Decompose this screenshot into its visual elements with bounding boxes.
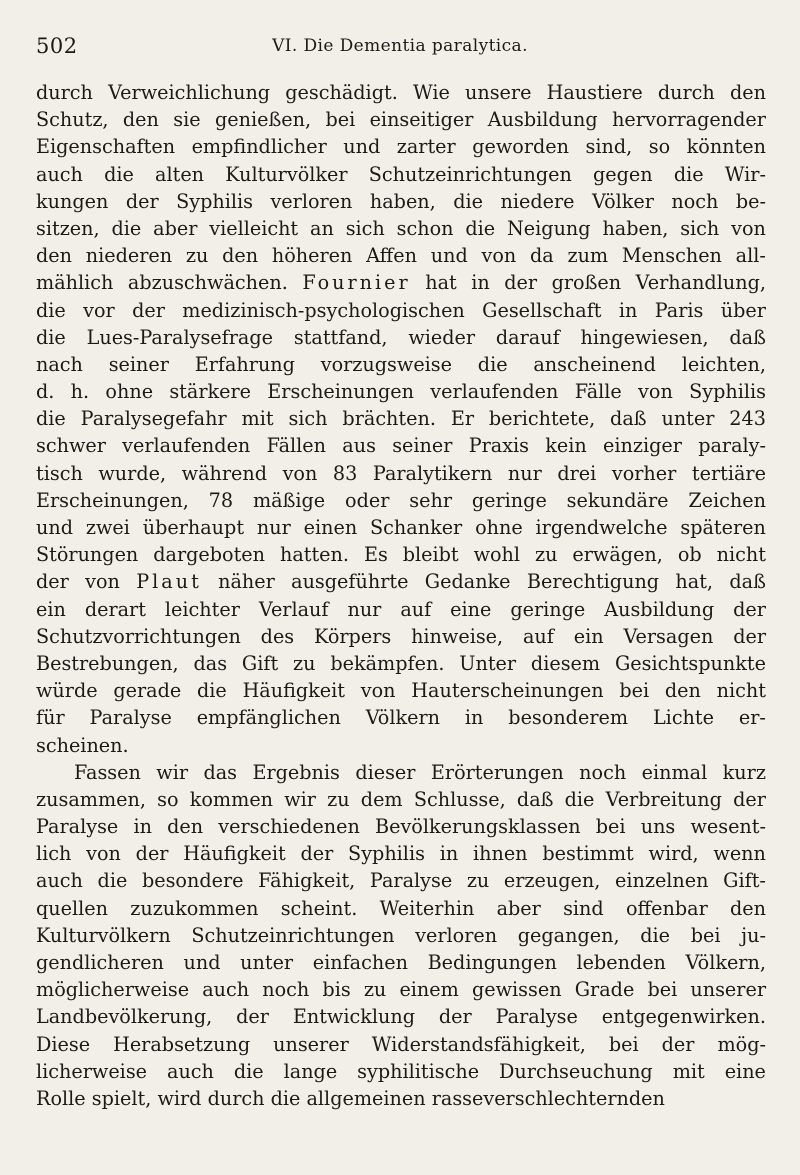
text-line: Landbevölkerung, der Entwicklung der Paralyse entgegenwirken. <box>36 1005 766 1029</box>
paragraph <box>36 79 766 759</box>
text-line: lich von der Häufigkeit der Syphilis in ihnen bestimmt wird, wenn <box>36 842 766 866</box>
text-line: Eigenschaften empfindlicher und zarter geworden sind, so könnten <box>36 135 766 159</box>
text-line: gendlicheren und unter einfachen Bedingungen lebenden Völkern, <box>36 951 766 974</box>
page-number: 502 <box>36 34 78 58</box>
text-line: die Lues-Paralysefrage stattfand, wieder darauf hingewiesen, daß <box>36 325 766 349</box>
text-line: Störungen dargeboten hatten. Es bleibt wohl zu erwägen, ob nicht <box>36 543 766 567</box>
text-line: Erscheinungen, 78 mäßige oder sehr geringe sekundäre Zeichen <box>36 488 766 512</box>
text-line: Diese Herabsetzung unserer Widerstandsfähigkeit, bei der mög- <box>36 1032 766 1056</box>
text-line: für Paralyse empfänglichen Völkern in besonderem Lichte er- <box>36 706 766 730</box>
text-line: möglicherweise auch noch bis zu einem gewissen Grade bei unserer <box>36 978 766 1002</box>
text-line: Paralyse in den verschiedenen Bevölkerungsklassen bei uns wesent- <box>36 815 766 839</box>
text-line: Bestrebungen, das Gift zu bekämpfen. Unter diesem Gesichtspunkte <box>36 651 766 675</box>
text-line: Fassen wir das Ergebnis dieser Erörterungen noch einmal kurz <box>74 760 766 784</box>
text-line: Rolle spielt, wird durch die allgemeinen rasseverschlechternden <box>36 1086 665 1110</box>
text-line: ein derart leichter Verlauf nur auf eine geringe Ausbildung der <box>36 597 766 621</box>
text-line: den niederen zu den höheren Affen und von da zum Menschen all- <box>36 244 766 268</box>
text-line: Schutzvorrichtungen des Körpers hinweise, auf ein Versagen der <box>36 624 766 648</box>
text-line: Schutz, den sie genießen, bei einseitiger Ausbildung hervorragender <box>36 108 766 132</box>
page-header <box>36 34 764 60</box>
text-line: quellen zuzukommen scheint. Weiterhin aber sind offenbar den <box>36 896 766 920</box>
paragraph <box>36 759 766 1112</box>
text-line: scheinen. <box>36 733 129 757</box>
text-line: auch die besondere Fähigkeit, Paralyse zu erzeugen, einzelnen Gift- <box>36 869 766 893</box>
text-line: Kulturvölkern Schutzeinrichtungen verloren gegangen, die bei ju- <box>36 923 766 947</box>
text-line: würde gerade die Häufigkeit von Hauterscheinungen bei den nicht <box>36 679 766 703</box>
text-line: nach seiner Erfahrung vorzugsweise die anscheinend leichten, <box>36 352 766 376</box>
text-line: auch die alten Kulturvölker Schutzeinrichtungen gegen die Wir- <box>36 162 766 186</box>
text-line: der von Plaut näher ausgeführte Gedanke Berechtigung hat, daß <box>36 570 766 594</box>
text-line: die vor der medizinisch-psychologischen Gesellschaft in Paris über <box>36 298 766 322</box>
text-line: mählich abzuschwächen. Fournier hat in der großen Verhandlung, <box>36 271 766 295</box>
text-line: tisch wurde, während von 83 Paralytikern nur drei vorher tertiäre <box>36 461 766 485</box>
text-line: sitzen, die aber vielleicht an sich schon die Neigung haben, sich von <box>36 216 766 240</box>
text-line: d. h. ohne stärkere Erscheinungen verlaufenden Fälle von Syphilis <box>36 380 766 404</box>
text-line: und zwei überhaupt nur einen Schanker ohne irgendwelche späteren <box>36 516 766 539</box>
running-head: VI. Die Dementia paralytica. <box>272 36 528 56</box>
text-line: die Paralysegefahr mit sich brächten. Er berichtete, daß unter 243 <box>36 407 766 431</box>
text-line: durch Verweichlichung geschädigt. Wie unsere Haustiere durch den <box>36 81 766 104</box>
text-line: licherweise auch die lange syphilitische Durchseuchung mit eine <box>36 1059 766 1083</box>
text-line: kungen der Syphilis verloren haben, die niedere Völker noch be- <box>36 189 766 213</box>
text-line: schwer verlaufenden Fällen aus seiner Praxis kein einziger paraly- <box>36 434 766 458</box>
body-text <box>36 79 766 1112</box>
text-line: zusammen, so kommen wir zu dem Schlusse, daß die Verbreitung der <box>36 787 766 811</box>
